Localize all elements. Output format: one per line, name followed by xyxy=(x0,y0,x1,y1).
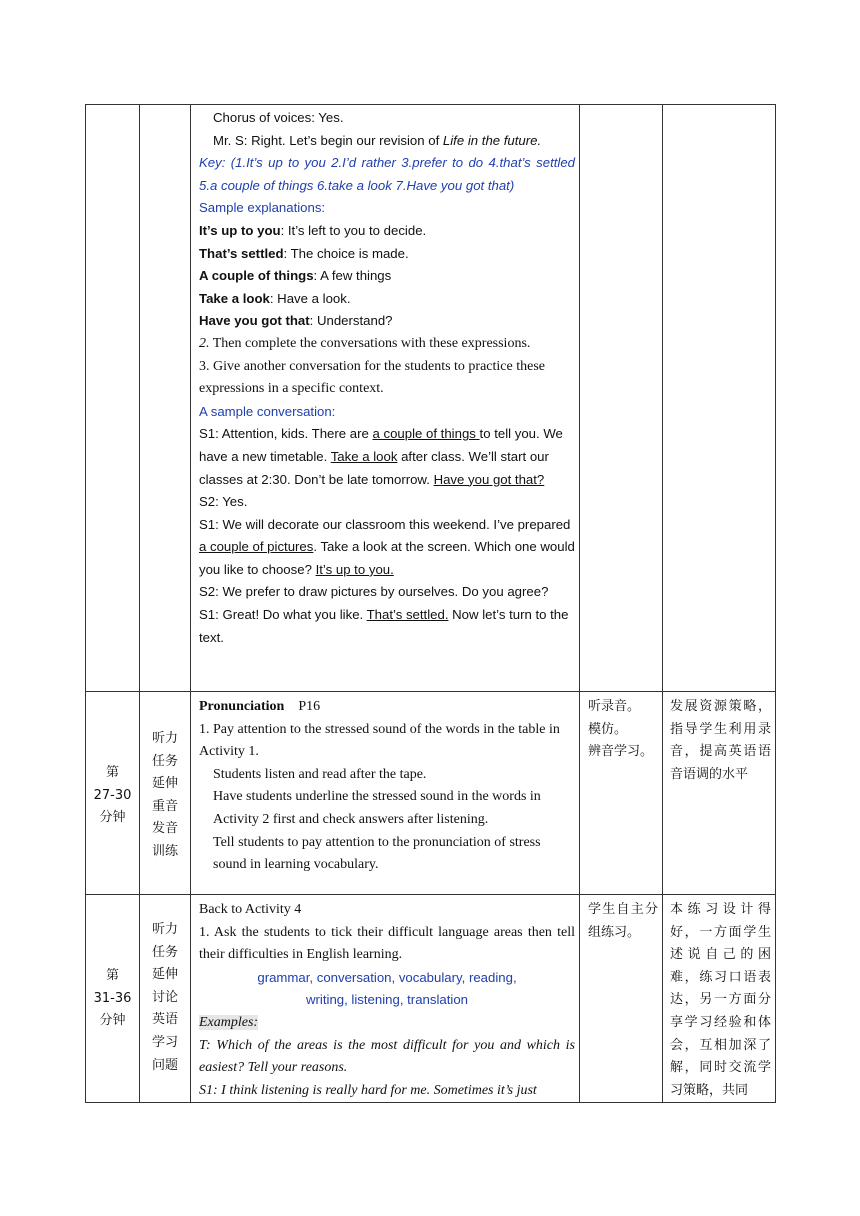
text-line xyxy=(199,310,575,333)
label-line: 模仿。 xyxy=(588,721,628,737)
time-cell xyxy=(86,692,140,895)
text-line xyxy=(199,152,575,197)
label-line: 分钟 xyxy=(99,810,126,826)
design-purpose-cell xyxy=(663,105,776,692)
design-purpose: 本练习设计得好，一方面学生述说自己的困难，练习口语表达，另一方面分享学习经验和体会，互相加深了解，同时交流学习策略，共同 xyxy=(670,902,771,1098)
line-text: Tell students to pay attention to the pronunciation of stress sound in learning vocabulary. xyxy=(213,834,541,873)
line-segment: It’s up to you. xyxy=(315,561,394,577)
activity-cell xyxy=(191,105,580,692)
line-segment: Take a look xyxy=(330,448,398,464)
label-line: 听录音。 xyxy=(588,699,641,714)
task-cell xyxy=(140,692,191,895)
line-segment: Then complete the conversations with these expressions. xyxy=(209,335,531,351)
line-segment: : Understand? xyxy=(309,313,393,329)
text-line xyxy=(199,288,575,311)
line-text: 1. Ask the students to tick their difficult language areas then tell their difficulties in English learning. xyxy=(199,924,575,963)
line-segment: : Have a look. xyxy=(269,290,351,306)
time-cell xyxy=(86,895,140,1103)
label-line: 延伸 xyxy=(151,776,178,792)
text-line xyxy=(199,356,575,401)
label-line: 分钟 xyxy=(99,1013,126,1029)
line-text: S1: I think listening is really hard for me. Sometimes it’s just xyxy=(199,1082,537,1098)
student-activity-cell xyxy=(580,895,663,1103)
section-title: Pronunciation xyxy=(199,699,285,714)
student-activity-cell xyxy=(580,105,663,692)
text-line xyxy=(199,423,575,491)
line-segment: Have you got that xyxy=(199,313,310,329)
line-segment: : A few things xyxy=(313,268,392,284)
label-line: 听力 xyxy=(151,922,178,937)
line-text: Chorus of voices: Yes. xyxy=(213,110,344,125)
time-label xyxy=(86,692,139,830)
line-text: 1. Pay attention to the stressed sound of the words in the table in Activity 1. xyxy=(199,721,560,760)
text-line xyxy=(199,130,575,153)
text-line xyxy=(199,220,575,243)
line-segment: 2. xyxy=(199,335,210,351)
design-purpose: 发展资源策略，指导学生利用录音，提高英语语音语调的水平 xyxy=(670,699,771,782)
activity-content xyxy=(191,895,579,1102)
line-segment: S1: Attention, kids. There are xyxy=(199,426,373,442)
line-text: writing, listening, translation xyxy=(306,992,468,1008)
text-line xyxy=(199,1012,575,1035)
line-segment: after class. We’ll start our classes at 2:30. Don’t be late tomorrow. xyxy=(199,448,549,487)
line-segment: to tell you. We have a new timetable. xyxy=(199,426,563,464)
activity-content xyxy=(191,692,579,877)
text-line xyxy=(199,719,575,764)
text-line xyxy=(199,786,575,831)
student-activity xyxy=(580,692,662,764)
text-line xyxy=(199,922,575,967)
task-label xyxy=(140,895,190,1077)
line-text: grammar, conversation, vocabulary, reading, xyxy=(257,969,517,985)
label-line: 延伸 xyxy=(151,967,178,983)
text-line xyxy=(199,243,575,266)
text-line xyxy=(199,989,575,1012)
line-text: Sample explanations: xyxy=(199,200,326,216)
line-segment: S1: Great! Do what you like. xyxy=(199,607,367,623)
label-line: 第 xyxy=(105,765,119,780)
text-line xyxy=(199,967,575,990)
text-line xyxy=(199,197,575,220)
label-line: 重音 xyxy=(151,798,178,814)
line-segment: a couple of pictures xyxy=(199,539,314,555)
line-segment: S1: We will decorate our classroom this weekend. I’ve prepared xyxy=(199,516,571,532)
table-row xyxy=(86,692,776,895)
line-segment: a couple of things xyxy=(372,426,480,442)
lesson-plan-table xyxy=(85,104,776,1103)
label-line: 31-36 xyxy=(93,990,132,1006)
label-line: 英语 xyxy=(151,1012,178,1028)
label-line: 任务 xyxy=(151,753,178,769)
text-line xyxy=(199,333,575,356)
design-purpose-cell xyxy=(663,692,776,895)
text-line xyxy=(199,107,575,130)
text-line xyxy=(199,514,575,582)
line-text: Examples: xyxy=(199,1014,259,1030)
activity-cell xyxy=(191,692,580,895)
text-line xyxy=(199,832,575,877)
label-line: 27-30 xyxy=(93,787,132,803)
time-label xyxy=(86,895,139,1033)
line-text: S2: We prefer to draw pictures by ourselves. Do you agree? xyxy=(199,584,549,600)
line-text: Back to Activity 4 xyxy=(199,902,302,917)
time-cell xyxy=(86,105,140,692)
line-segment: : It’s left to you to decide. xyxy=(280,222,427,238)
task-label xyxy=(140,692,190,864)
text-line xyxy=(199,604,575,649)
line-segment: Have you got that? xyxy=(433,471,545,487)
table-row xyxy=(86,105,776,692)
label-line: 第 xyxy=(105,968,119,983)
line-segment: . Take a look at the screen. Which one would you like to choose? xyxy=(199,539,575,577)
line-segment: It’s up to you xyxy=(199,222,281,238)
label-line: 听力 xyxy=(151,731,178,746)
student-activity-cell xyxy=(580,692,663,895)
line-text: Key: (1.It’s up to you 2.I’d rather 3.prefer to do 4.that’s settled 5.a couple of things 6.take a look 7.Have you got that) xyxy=(199,155,575,193)
line-text: Have students underline the stressed sound in the words in Activity 2 first and check answers after listening. xyxy=(213,789,541,827)
line-text: A sample conversation: xyxy=(199,403,336,419)
design-purpose-cell xyxy=(663,895,776,1103)
task-cell xyxy=(140,895,191,1103)
table-row xyxy=(86,895,776,1103)
label-line: 训练 xyxy=(151,843,178,859)
text-line xyxy=(199,1035,575,1080)
text-line xyxy=(199,265,575,288)
student-activity: 学生自主分组练习。 xyxy=(588,902,658,940)
text-line xyxy=(199,764,575,787)
label-line: 学习 xyxy=(151,1034,178,1050)
line-text: 3. Give another conversation for the students to practice these expressions in a specific context. xyxy=(199,358,545,397)
line-segment: Take a look xyxy=(199,290,270,306)
text-line xyxy=(199,491,575,514)
page-ref: P16 xyxy=(298,699,321,714)
line-segment: A couple of things xyxy=(199,268,314,284)
text-line xyxy=(199,899,575,922)
line-segment: That’s settled. xyxy=(366,607,449,623)
text-line xyxy=(199,581,575,604)
text-line xyxy=(199,1080,575,1103)
line-text: S2: Yes. xyxy=(199,494,248,510)
label-line: 发音 xyxy=(151,821,178,837)
label-line: 讨论 xyxy=(151,989,178,1005)
line-segment: : The choice is made. xyxy=(283,245,409,261)
text-line xyxy=(199,401,575,424)
activity-content xyxy=(191,105,579,649)
task-cell xyxy=(140,105,191,692)
line-segment: Mr. S: Right. Let’s begin our revision of xyxy=(213,132,443,148)
line-text: Students listen and read after the tape. xyxy=(213,766,427,782)
label-line: 任务 xyxy=(151,944,178,960)
line-segment: Now let’s turn to the text. xyxy=(199,607,569,645)
activity-cell xyxy=(191,895,580,1103)
line-segment: That’s settled xyxy=(199,245,284,261)
line-text: T: Which of the areas is the most difficult for you and which is easiest? Tell your reasons. xyxy=(199,1037,575,1076)
line-segment: Life in the future. xyxy=(442,132,542,148)
label-line: 问题 xyxy=(151,1057,178,1073)
label-line: 辨音学习。 xyxy=(588,744,654,760)
